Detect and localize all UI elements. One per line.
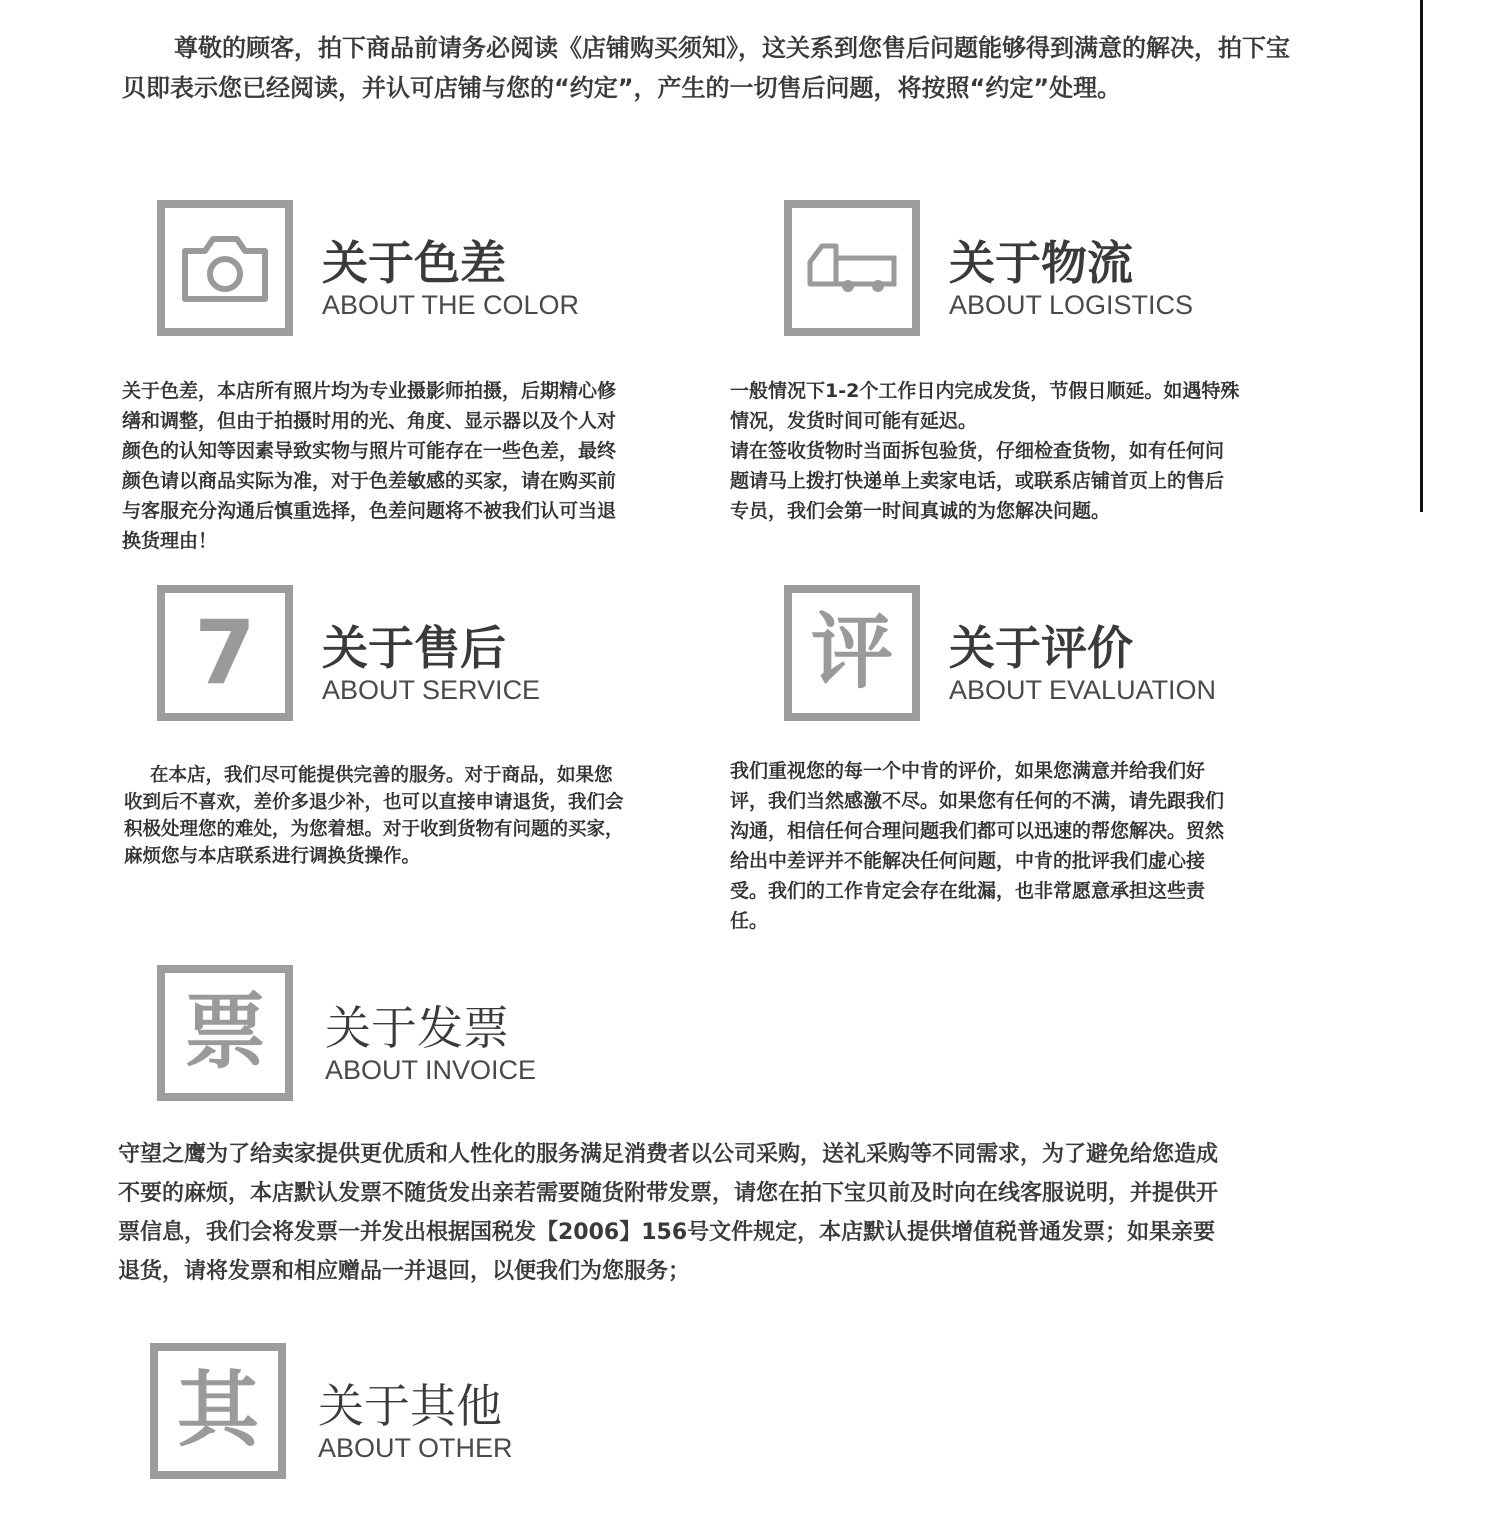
evaluation-text: 我们重视您的每一个中肯的评价，如果您满意并给我们好评，我们当然感激不尽。如果您有任何的不满，请先跟我们沟通，相信任何合理问题我们都可以迅速的帮您解决。贸然给出中差评并不能解决任何问题，中肯的批评我们虚心接受。我们的工作肯定会存在纰漏，也非常愿意承担这些责任。 — [730, 760, 1225, 932]
seven-icon — [157, 585, 293, 721]
section-title-en: ABOUT INVOICE — [325, 1055, 537, 1085]
section-title-en: ABOUT SERVICE — [322, 675, 541, 705]
truck-icon — [784, 200, 920, 336]
service-text: 在本店，我们尽可能提供完善的服务。对于商品，如果您收到后不喜欢，差价多退少补，也可以直接申请退货，我们会积极处理您的难处，为您着想。对于收到货物有问题的买家，麻烦您与本店联系进行调换货操作。 — [124, 765, 624, 867]
section-title-cn: 关于色差 — [322, 236, 506, 290]
logistics-text: 一般情况下1-2个工作日内完成发货，节假日顺延。如遇特殊情况，发货时间可能有延迟。 请在签收货物时当面拆包验货，仔细检查货物，如有任何问题请马上拨打快递单上卖家电话，或联系店铺首页上的售后专员，我们会第一时间真诚的为您解决问题。 — [730, 380, 1240, 522]
piao-glyph: 票 — [183, 985, 266, 1080]
intro-notice: 尊敬的顾客，拍下商品前请务必阅读《店铺购买须知》，这关系到您售后问题能够得到满意的解决，拍下宝贝即表示您已经阅读，并认可店铺与您的“约定”，产生的一切售后问题，将按照“约定”处理。 — [122, 34, 1290, 102]
qi-glyph: 其 — [176, 1363, 259, 1458]
color-text: 关于色差，本店所有照片均为专业摄影师拍摄，后期精心修缮和调整，但由于拍摄时用的光、角度、显示器以及个人对颜色的认知等因素导致实物与照片可能存在一些色差，最终颜色请以商品实际为准，对于色差敏感的买家，请在购买前与客服充分沟通后慎重选择，色差问题将不被我们认可当退换货理由！ — [122, 380, 617, 552]
section-logistics — [784, 200, 1344, 336]
seven-glyph: 7 — [194, 601, 256, 704]
ping-glyph: 评 — [810, 605, 893, 700]
camera-icon — [157, 200, 293, 336]
section-title-cn: 关于其他 — [318, 1379, 502, 1433]
invoice-text: 守望之鹰为了给卖家提供更优质和人性化的服务满足消费者以公司采购，送礼采购等不同需求，为了避免给您造成不要的麻烦，本店默认发票不随货发出亲若需要随货附带发票，请您在拍下宝贝前及时向在线客服说明，并提供开票信息，我们会将发票一并发出根据国税发【2006】156号文件规定，本店默认提供增值税普通发票；如果亲要退货，请将发票和相应赠品一并退回，以便我们为您服务； — [118, 1142, 1219, 1284]
vertical-divider — [1420, 0, 1423, 512]
section-title-cn: 关于物流 — [949, 236, 1133, 290]
piao-char-icon — [157, 965, 293, 1101]
section-title-cn: 关于售后 — [322, 621, 506, 675]
qi-char-icon — [150, 1343, 286, 1479]
section-color — [157, 200, 717, 336]
ping-char-icon — [784, 585, 920, 721]
section-other — [150, 1343, 710, 1479]
section-evaluation — [784, 585, 1344, 721]
section-title-en: ABOUT THE COLOR — [322, 290, 580, 320]
section-service — [157, 585, 717, 721]
section-title-en: ABOUT EVALUATION — [949, 675, 1217, 705]
section-invoice — [157, 965, 717, 1101]
section-title-en: ABOUT OTHER — [318, 1433, 513, 1463]
section-title-cn: 关于发票 — [325, 1001, 509, 1055]
section-title-cn: 关于评价 — [949, 621, 1133, 675]
section-title-en: ABOUT LOGISTICS — [949, 290, 1194, 320]
